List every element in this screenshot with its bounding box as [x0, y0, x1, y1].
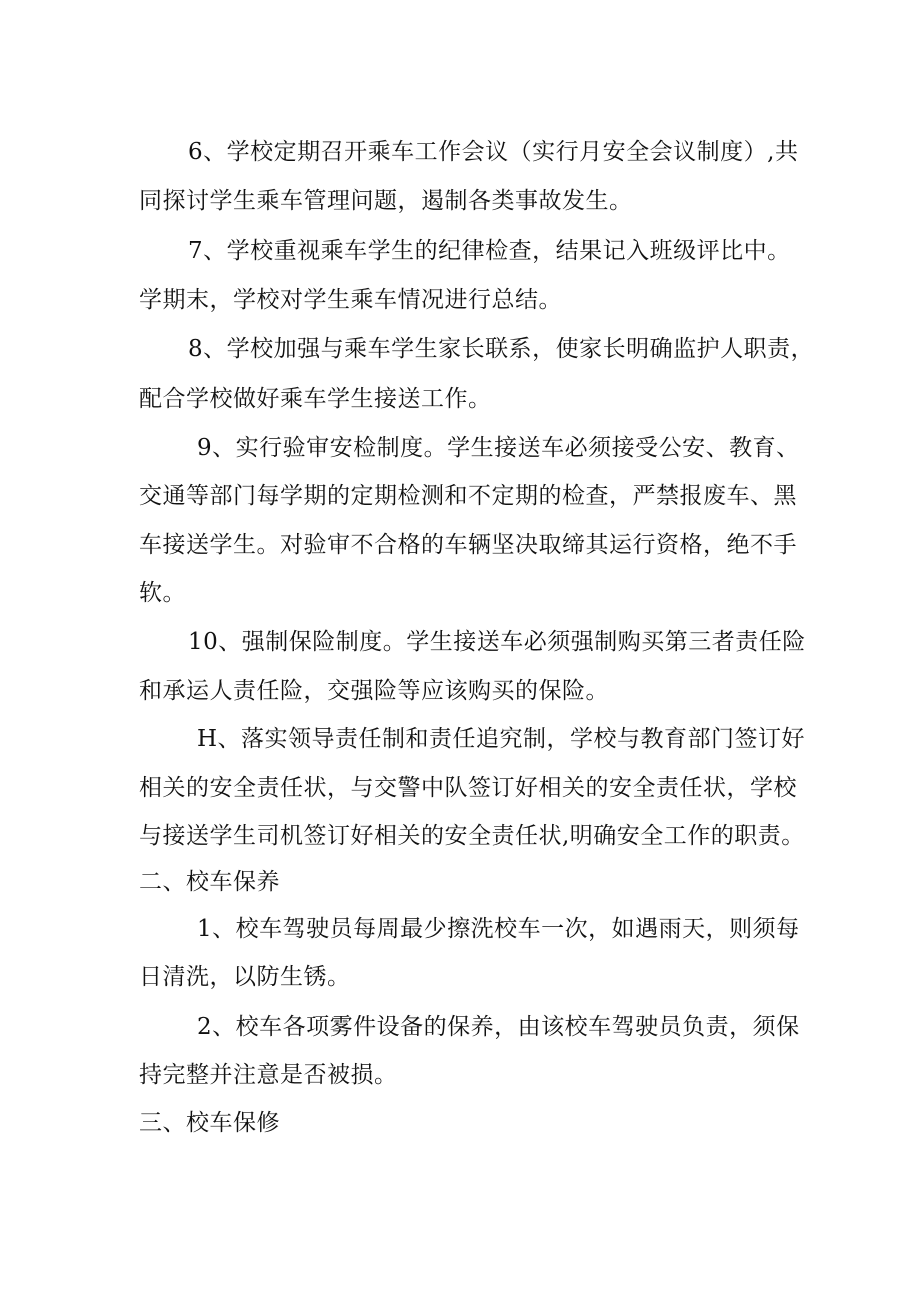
paragraph-9-line-1: 9、实行验审安检制度。学生接送车必须接受公安、教育、: [197, 435, 800, 461]
paragraph-8-line-2: 配合学校做好乘车学生接送工作。: [139, 386, 492, 412]
paragraph-9-line-2: 交通等部门每学期的定期检测和不定期的检查，严禁报废车、黑: [139, 483, 797, 509]
section-heading-maintenance: 二、校车保养: [139, 869, 280, 895]
paragraph-9-line-3: 车接送学生。对验审不合格的车辆坚决取缔其运行资格，绝不手: [139, 532, 797, 558]
maintenance-item-2-line-2: 持完整并注意是否被损。: [139, 1062, 398, 1088]
maintenance-item-1-line-2: 日清洗，以防生锈。: [139, 964, 351, 990]
maintenance-item-2-line-1: 2、校车各项雾件设备的保养，由该校车驾驶员负责，须保: [197, 1014, 800, 1040]
paragraph-h-line-2: 相关的安全责任状，与交警中队签订好相关的安全责任状，学校: [139, 775, 797, 801]
paragraph-7-line-1: 7、学校重视乘车学生的纪律检查，结果记入班级评比中。: [188, 238, 791, 264]
paragraph-10-line-2: 和承运人责任险，交强险等应该购买的保险。: [139, 678, 609, 704]
paragraph-7-line-2: 学期末，学校对学生乘车情况进行总结。: [139, 287, 562, 313]
paragraph-6-line-1: 6、学校定期召开乘车工作会议（实行月安全会议制度）,共: [188, 139, 799, 165]
paragraph-9-line-4: 软。: [139, 580, 186, 606]
paragraph-10-line-1: 10、强制保险制度。学生接送车必须强制购买第三者责任险: [188, 629, 806, 655]
paragraph-8-line-1: 8、学校加强与乘车学生家长联系，使家长明确监护人职责，: [188, 336, 815, 362]
paragraph-h-line-1: H、落实领导责任制和责任追究制，学校与教育部门签订好: [197, 726, 806, 752]
maintenance-item-1-line-1: 1、校车驾驶员每周最少擦洗校车一次，如遇雨天，则须每: [197, 916, 800, 942]
paragraph-h-line-3: 与接送学生司机签订好相关的安全责任状,明确安全工作的职责。: [139, 823, 805, 849]
paragraph-6-line-2: 同探讨学生乘车管理问题，遏制各类事故发生。: [139, 188, 633, 214]
section-heading-repair: 三、校车保修: [139, 1110, 280, 1136]
